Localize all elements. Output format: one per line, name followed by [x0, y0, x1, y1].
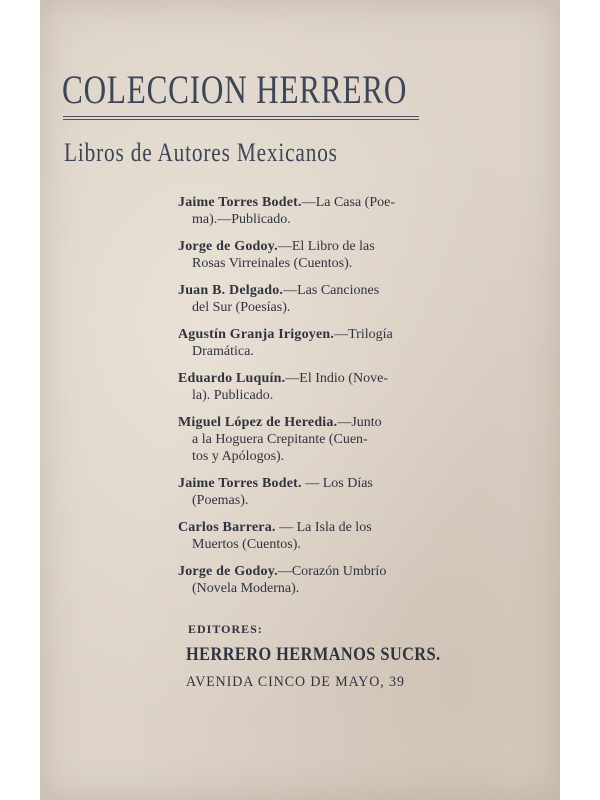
entry-title: — La Isla de los: [275, 520, 372, 535]
entry-title: —Las Canciones: [283, 283, 380, 298]
editors-label: EDITORES:: [188, 622, 263, 636]
entry-author: Juan B. Delgado.: [178, 283, 284, 298]
entry-title: —Junto: [337, 415, 382, 430]
entry-author: Miguel López de Heredia.: [178, 415, 338, 430]
entry-continuation: Rosas Virreinales (Cuentos).: [192, 256, 353, 271]
entry-author: Carlos Barrera.: [178, 520, 276, 535]
entry-continuation: Muertos (Cuentos).: [192, 537, 301, 552]
entry-title: —Corazón Umbrío: [277, 564, 387, 579]
entry-author: Jaime Torres Bodet.: [178, 476, 302, 491]
entry-title: —La Casa (Poe-: [301, 195, 396, 210]
entry-author: Agustín Granja Irigoyen.: [178, 327, 335, 342]
publisher-address: AVENIDA CINCO DE MAYO, 39: [186, 674, 405, 690]
book-entry: [178, 282, 450, 316]
series-subtitle: Libros de Autores Mexicanos: [64, 138, 338, 167]
entry-continuation: tos y Apólogos).: [192, 449, 285, 464]
publisher-name: HERRERO HERMANOS SUCRS.: [186, 644, 441, 665]
entry-continuation: (Poemas).: [192, 493, 249, 508]
entry-author: Jorge de Godoy.: [178, 239, 278, 254]
entry-continuation: Dramática.: [192, 344, 254, 359]
book-entry: [178, 370, 450, 404]
title-rule-top: [63, 116, 419, 117]
entry-title: —Trilogía: [334, 327, 393, 342]
book-entry: [178, 475, 450, 509]
entry-continuation: (Novela Moderna).: [192, 581, 300, 596]
series-title: COLECCION HERRERO: [62, 67, 408, 112]
book-entry: [178, 563, 450, 597]
entry-author: Jorge de Godoy.: [178, 564, 278, 579]
entry-continuation: ma).—Publicado.: [192, 212, 291, 227]
book-entry: [178, 326, 450, 360]
entry-continuation: a la Hoguera Crepitante (Cuen-: [192, 432, 368, 447]
entry-title: —El Libro de las: [277, 239, 375, 254]
title-rule-bottom: [63, 119, 419, 120]
book-list: [178, 194, 450, 607]
book-entry: [178, 194, 450, 228]
entry-title: —El Indio (Nove-: [285, 371, 388, 386]
entry-author: Eduardo Luquín.: [178, 371, 286, 386]
entry-author: Jaime Torres Bodet.: [178, 195, 302, 210]
entry-title: — Los Días: [301, 476, 373, 491]
entry-continuation: la). Publicado.: [192, 388, 274, 403]
book-entry: [178, 414, 450, 465]
entry-continuation: del Sur (Poesías).: [192, 300, 291, 315]
book-entry: [178, 519, 450, 553]
book-entry: [178, 238, 450, 272]
